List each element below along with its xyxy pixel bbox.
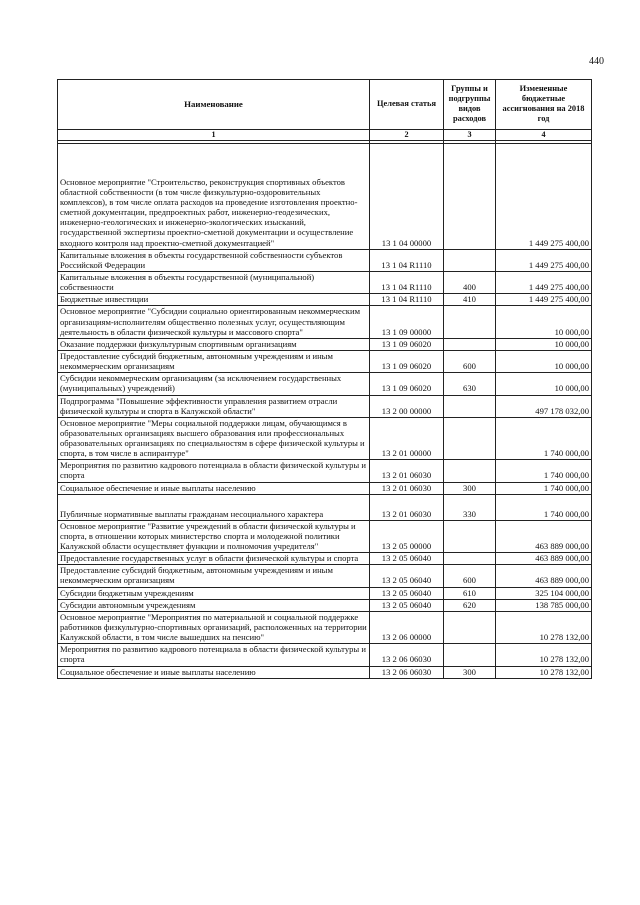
cell-code: 13 2 06 06030 [370, 644, 444, 666]
cell-code: 13 2 05 06040 [370, 599, 444, 611]
cell-sum: 463 889 000,00 [496, 553, 592, 565]
cell-name: Субсидии некоммерческим организациям (за исключением государственных (муниципальных) учреждений) [58, 373, 370, 395]
cell-group [444, 460, 496, 482]
cell-name: Основное мероприятие "Строительство, реконструкция спортивных объектов областной собственности (в том числе физкультурно-оздоровительных комплексов), в том числе оплата расходов на проведение изготовления проектно-сметной документации, предпроектных работ, инженерно-геодезических, инженерно-геологических и инженерно-экологических изысканий, государственной экспертизы проектно-сметной документации и осуществление входного контроля над проектно-сметной документацией" [58, 143, 370, 249]
cell-name: Подпрограмма "Повышение эффективности управления развитием отрасли физической культуры и спорта в Калужской области" [58, 395, 370, 417]
table-row [58, 587, 592, 599]
table-row [58, 460, 592, 482]
cell-group: 620 [444, 599, 496, 611]
cell-code: 13 2 05 06040 [370, 587, 444, 599]
cell-group: 300 [444, 482, 496, 494]
cell-name: Основное мероприятие "Меры социальной поддержки лицам, обучающимся в образовательных организациях высшего образования или профессиональных образовательных организациях по специальностям в сфере физической культуры и спорта, в том числе в аспирантуре" [58, 417, 370, 460]
cell-sum: 10 000,00 [496, 350, 592, 372]
cell-code: 13 2 01 06030 [370, 482, 444, 494]
cell-sum: 10 278 132,00 [496, 644, 592, 666]
cell-sum: 10 000,00 [496, 306, 592, 338]
cell-code: 13 1 09 06020 [370, 338, 444, 350]
table-row [58, 611, 592, 643]
cell-group: 330 [444, 494, 496, 520]
cell-name: Основное мероприятие "Субсидии социально ориентированным некоммерческим организациям-исполнителям общественно полезных услуг, осуществляющим деятельность в области физической культуры и массового спорта" [58, 306, 370, 338]
table-row [58, 644, 592, 666]
cell-name: Основное мероприятие "Мероприятия по материальной и социальной поддержке работников физкультурно-спортивных организаций, расположенных на территории Калужской области, в том числе вышедших на пенсию" [58, 611, 370, 643]
cell-sum: 1 740 000,00 [496, 482, 592, 494]
cell-group: 600 [444, 565, 496, 587]
cell-group [444, 395, 496, 417]
cell-name: Предоставление субсидий бюджетным, автономным учреждениям и иным некоммерческим организациям [58, 350, 370, 372]
cell-code: 13 2 06 00000 [370, 611, 444, 643]
header-sum: Измененные бюджетные ассигнования на 2018 год [496, 80, 592, 130]
table-row [58, 294, 592, 306]
page-number: 440 [589, 56, 604, 67]
table-row [58, 271, 592, 293]
cell-group: 600 [444, 350, 496, 372]
cell-sum: 1 449 275 400,00 [496, 294, 592, 306]
table-row [58, 417, 592, 460]
cell-sum: 497 178 032,00 [496, 395, 592, 417]
header-number: 1 [58, 130, 370, 141]
cell-code: 13 2 01 06030 [370, 460, 444, 482]
cell-name: Субсидии автономным учреждениям [58, 599, 370, 611]
cell-code: 13 1 09 06020 [370, 373, 444, 395]
cell-name: Предоставление субсидий бюджетным, автономным учреждениям и иным некоммерческим организациям [58, 565, 370, 587]
cell-code: 13 1 04 R1110 [370, 271, 444, 293]
cell-sum: 10 000,00 [496, 373, 592, 395]
cell-name: Публичные нормативные выплаты гражданам несоциального характера [58, 494, 370, 520]
cell-sum: 10 278 132,00 [496, 666, 592, 678]
cell-sum: 325 104 000,00 [496, 587, 592, 599]
cell-name: Оказание поддержки физкультурным спортивным организациям [58, 338, 370, 350]
table-row [58, 565, 592, 587]
cell-name: Мероприятия по развитию кадрового потенциала в области физической культуры и спорта [58, 644, 370, 666]
cell-name: Социальное обеспечение и иные выплаты населению [58, 482, 370, 494]
cell-code: 13 1 04 R1110 [370, 249, 444, 271]
cell-sum: 1 449 275 400,00 [496, 271, 592, 293]
cell-group: 630 [444, 373, 496, 395]
table-row [58, 373, 592, 395]
cell-sum: 10 278 132,00 [496, 611, 592, 643]
cell-group: 410 [444, 294, 496, 306]
cell-code: 13 1 09 06020 [370, 350, 444, 372]
header-code: Целевая статья [370, 80, 444, 130]
cell-code: 13 2 06 06030 [370, 666, 444, 678]
table-row [58, 520, 592, 552]
header-name: Наименование [58, 80, 370, 130]
cell-group [444, 306, 496, 338]
table-row [58, 306, 592, 338]
cell-sum: 1 740 000,00 [496, 417, 592, 460]
table-row [58, 553, 592, 565]
cell-name: Капитальные вложения в объекты государственной (муниципальной) собственности [58, 271, 370, 293]
cell-code: 13 1 04 R1110 [370, 294, 444, 306]
cell-code: 13 2 00 00000 [370, 395, 444, 417]
table-row [58, 666, 592, 678]
cell-name: Основное мероприятие "Развитие учреждений в области физической культуры и спорта, в отношении которых министерство спорта и молодежной политики Калужской области осуществляет функции и полномочия учредителя" [58, 520, 370, 552]
table-row [58, 249, 592, 271]
header-number: 2 [370, 130, 444, 141]
cell-name: Бюджетные инвестиции [58, 294, 370, 306]
cell-name: Субсидии бюджетным учреждениям [58, 587, 370, 599]
cell-sum: 463 889 000,00 [496, 565, 592, 587]
cell-code: 13 2 05 00000 [370, 520, 444, 552]
cell-group [444, 249, 496, 271]
cell-name: Социальное обеспечение и иные выплаты населению [58, 666, 370, 678]
cell-sum: 463 889 000,00 [496, 520, 592, 552]
table-row [58, 395, 592, 417]
cell-group [444, 417, 496, 460]
cell-code: 13 2 01 00000 [370, 417, 444, 460]
cell-name: Предоставление государственных услуг в области физической культуры и спорта [58, 553, 370, 565]
cell-group [444, 520, 496, 552]
cell-group [444, 611, 496, 643]
cell-sum: 1 449 275 400,00 [496, 143, 592, 249]
table-row [58, 350, 592, 372]
cell-group [444, 143, 496, 249]
cell-group [444, 338, 496, 350]
cell-sum: 1 449 275 400,00 [496, 249, 592, 271]
cell-sum: 138 785 000,00 [496, 599, 592, 611]
header-number: 4 [496, 130, 592, 141]
table-row [58, 494, 592, 520]
cell-code: 13 1 09 00000 [370, 306, 444, 338]
table-row [58, 338, 592, 350]
cell-code: 13 2 05 06040 [370, 553, 444, 565]
header-group: Группы и подгруппы видов расходов [444, 80, 496, 130]
header-numbers-row [58, 130, 592, 141]
table-header-row [58, 80, 592, 130]
cell-group [444, 553, 496, 565]
budget-table [57, 79, 592, 679]
cell-group [444, 644, 496, 666]
cell-sum: 1 740 000,00 [496, 494, 592, 520]
cell-code: 13 2 05 06040 [370, 565, 444, 587]
cell-code: 13 2 01 06030 [370, 494, 444, 520]
cell-name: Мероприятия по развитию кадрового потенциала в области физической культуры и спорта [58, 460, 370, 482]
table-row [58, 482, 592, 494]
cell-group: 610 [444, 587, 496, 599]
cell-sum: 1 740 000,00 [496, 460, 592, 482]
cell-code: 13 1 04 00000 [370, 143, 444, 249]
table-row [58, 599, 592, 611]
cell-sum: 10 000,00 [496, 338, 592, 350]
cell-name: Капитальные вложения в объекты государственной собственности субъектов Российской Федерации [58, 249, 370, 271]
table-row [58, 143, 592, 249]
cell-group: 300 [444, 666, 496, 678]
header-number: 3 [444, 130, 496, 141]
cell-group: 400 [444, 271, 496, 293]
